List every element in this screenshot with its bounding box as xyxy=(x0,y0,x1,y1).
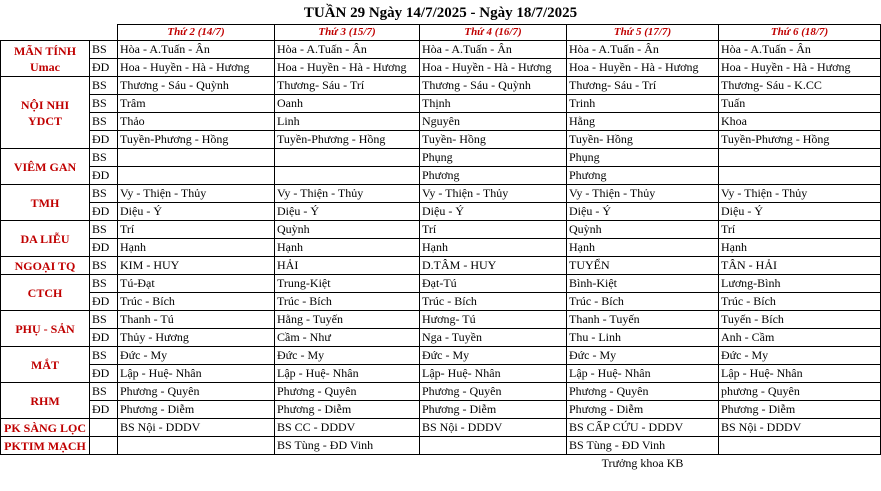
role-cell: BS xyxy=(90,257,118,275)
schedule-cell: Thương - Sáu - Quỳnh xyxy=(420,77,567,95)
schedule-cell: Hạnh xyxy=(118,239,275,257)
schedule-cell: Hương- Tú xyxy=(420,311,567,329)
page-title: TUẦN 29 Ngày 14/7/2025 - Ngày 18/7/2025 xyxy=(303,5,578,21)
schedule-cell: Lập - Huệ- Nhân xyxy=(719,365,881,383)
signature-label: Trưởng khoa KB xyxy=(601,456,684,470)
role-cell: BS xyxy=(90,275,118,293)
role-cell xyxy=(90,437,118,455)
table-row xyxy=(1,59,881,77)
schedule-cell: Thanh - Tú xyxy=(118,311,275,329)
schedule-cell: Thương- Sáu - K.CC xyxy=(719,77,881,95)
schedule-cell: BS Tùng - ĐD Vinh xyxy=(567,437,719,455)
schedule-cell: BS Tùng - ĐD Vinh xyxy=(275,437,420,455)
schedule-cell: Thịnh xyxy=(420,95,567,113)
schedule-cell: Lập - Huệ- Nhân xyxy=(275,365,420,383)
schedule-cell: Phương - Quyên xyxy=(118,383,275,401)
header-corner xyxy=(1,25,90,41)
schedule-cell: Phương - Diễm xyxy=(275,401,420,419)
table-row xyxy=(1,131,881,149)
header-row xyxy=(1,25,881,41)
schedule-cell: Lập - Huệ- Nhân xyxy=(567,365,719,383)
schedule-cell: Tuyền- Hồng xyxy=(420,131,567,149)
table-row xyxy=(1,275,881,293)
day-header-3: Thứ 4 (16/7) xyxy=(420,25,567,41)
day-header-5: Thứ 6 (18/7) xyxy=(719,25,881,41)
schedule-cell: Oanh xyxy=(275,95,420,113)
schedule-cell: Đức - My xyxy=(420,347,567,365)
schedule-cell: Hoa - Huyền - Hà - Hương xyxy=(275,59,420,77)
schedule-cell: Vy - Thiện - Thủy xyxy=(275,185,420,203)
schedule-cell: Thương- Sáu - Trí xyxy=(275,77,420,95)
schedule-cell: Đức - My xyxy=(275,347,420,365)
schedule-cell: Diệu - Ý xyxy=(567,203,719,221)
role-cell: ĐD xyxy=(90,59,118,77)
schedule-cell: Tuyền- Hồng xyxy=(567,131,719,149)
table-row xyxy=(1,185,881,203)
schedule-cell: Hoa - Huyền - Hà - Hương xyxy=(719,59,881,77)
department-name: NỘI NHI YDCT xyxy=(1,77,90,149)
schedule-cell: Linh xyxy=(275,113,420,131)
schedule-cell: Tuyến - Bích xyxy=(719,311,881,329)
table-row xyxy=(1,167,881,185)
schedule-cell xyxy=(275,149,420,167)
schedule-cell: Khoa xyxy=(719,113,881,131)
schedule-cell: Hòa - A.Tuấn - Ân xyxy=(719,41,881,59)
role-cell: BS xyxy=(90,221,118,239)
schedule-cell: Anh - Cầm xyxy=(719,329,881,347)
department-name: MẮT xyxy=(1,347,90,383)
schedule-cell: Bình-Kiệt xyxy=(567,275,719,293)
table-row xyxy=(1,221,881,239)
schedule-cell: BS Nội - DDDV xyxy=(420,419,567,437)
role-cell: BS xyxy=(90,95,118,113)
table-row xyxy=(1,347,881,365)
schedule-cell: Đạt-Tú xyxy=(420,275,567,293)
schedule-cell xyxy=(719,149,881,167)
department-name: PKTIM MẠCH xyxy=(1,437,90,455)
schedule-cell: Trúc - Bích xyxy=(420,293,567,311)
table-row xyxy=(1,329,881,347)
role-cell: ĐD xyxy=(90,365,118,383)
schedule-cell: Tuyền-Phương - Hồng xyxy=(118,131,275,149)
schedule-cell: Thu - Linh xyxy=(567,329,719,347)
schedule-cell: Trúc - Bích xyxy=(719,293,881,311)
schedule-cell: Thanh - Tuyến xyxy=(567,311,719,329)
role-cell: ĐD xyxy=(90,167,118,185)
role-cell: BS xyxy=(90,311,118,329)
schedule-cell: Trâm xyxy=(118,95,275,113)
table-row xyxy=(1,437,881,455)
schedule-cell: Lập- Huệ- Nhân xyxy=(420,365,567,383)
schedule-cell: Trinh xyxy=(567,95,719,113)
schedule-cell: Vy - Thiện - Thủy xyxy=(420,185,567,203)
schedule-cell: Trúc - Bích xyxy=(118,293,275,311)
schedule-cell: Vy - Thiện - Thủy xyxy=(118,185,275,203)
schedule-cell: Cầm - Như xyxy=(275,329,420,347)
table-row xyxy=(1,383,881,401)
schedule-cell: Diệu - Ý xyxy=(118,203,275,221)
table-row xyxy=(1,203,881,221)
schedule-cell: D.TÂM - HUY xyxy=(420,257,567,275)
schedule-cell: phương - Quyên xyxy=(719,383,881,401)
role-cell: BS xyxy=(90,347,118,365)
department-name: DA LIỄU xyxy=(1,221,90,257)
schedule-cell: Tuyền-Phương - Hồng xyxy=(719,131,881,149)
role-cell: BS xyxy=(90,113,118,131)
schedule-cell: Trí xyxy=(719,221,881,239)
schedule-cell: TUYỂN xyxy=(567,257,719,275)
table-row xyxy=(1,293,881,311)
schedule-cell: Phương - Diễm xyxy=(719,401,881,419)
schedule-cell xyxy=(719,437,881,455)
table-row xyxy=(1,77,881,95)
schedule-cell: Phương - Quyên xyxy=(420,383,567,401)
table-row xyxy=(1,401,881,419)
schedule-cell: Hạnh xyxy=(567,239,719,257)
schedule-cell: Tuyền-Phương - Hồng xyxy=(275,131,420,149)
schedule-cell: Diệu - Ý xyxy=(719,203,881,221)
schedule-cell: Tuấn xyxy=(719,95,881,113)
schedule-cell: Phương - Diễm xyxy=(118,401,275,419)
schedule-cell: Tú-Đạt xyxy=(118,275,275,293)
schedule-cell: Hòa - A.Tuấn - Ân xyxy=(118,41,275,59)
schedule-cell: TÂN - HẢI xyxy=(719,257,881,275)
schedule-cell: Đức - My xyxy=(118,347,275,365)
schedule-cell xyxy=(118,149,275,167)
schedule-cell: HẢI xyxy=(275,257,420,275)
schedule-cell: Thảo xyxy=(118,113,275,131)
schedule-cell: Đức - My xyxy=(719,347,881,365)
schedule-cell: BS CC - DDDV xyxy=(275,419,420,437)
department-name: PHỤ - SẢN xyxy=(1,311,90,347)
day-header-1: Thứ 2 (14/7) xyxy=(118,25,275,41)
department-name: NGOẠI TQ xyxy=(1,257,90,275)
schedule-cell: Hoa - Huyền - Hà - Hương xyxy=(567,59,719,77)
schedule-cell: Hằng - Tuyến xyxy=(275,311,420,329)
schedule-cell: Vy - Thiện - Thủy xyxy=(567,185,719,203)
schedule-cell: Diệu - Ý xyxy=(420,203,567,221)
table-row xyxy=(1,113,881,131)
schedule-cell: Thương - Sáu - Quỳnh xyxy=(118,77,275,95)
schedule-table xyxy=(0,24,881,472)
day-header-2: Thứ 3 (15/7) xyxy=(275,25,420,41)
role-cell: ĐD xyxy=(90,329,118,347)
role-cell xyxy=(90,419,118,437)
schedule-cell: Phương xyxy=(567,167,719,185)
role-cell: ĐD xyxy=(90,131,118,149)
schedule-cell: Phương - Quyên xyxy=(275,383,420,401)
role-cell: BS xyxy=(90,77,118,95)
table-row xyxy=(1,149,881,167)
schedule-cell: Trúc - Bích xyxy=(567,293,719,311)
schedule-cell: Nga - Tuyền xyxy=(420,329,567,347)
schedule-cell xyxy=(420,437,567,455)
schedule-cell: BS Nội - DDDV xyxy=(719,419,881,437)
role-cell: BS xyxy=(90,149,118,167)
department-name: TMH xyxy=(1,185,90,221)
schedule-cell: Trí xyxy=(118,221,275,239)
schedule-cell: Đức - My xyxy=(567,347,719,365)
schedule-cell: Phương - Diễm xyxy=(420,401,567,419)
signature-spacer xyxy=(1,455,567,473)
schedule-cell: Trúc - Bích xyxy=(275,293,420,311)
signature-spacer-end xyxy=(719,455,881,473)
schedule-cell: Hòa - A.Tuấn - Ân xyxy=(567,41,719,59)
schedule-cell: Phương xyxy=(420,167,567,185)
schedule-cell xyxy=(118,167,275,185)
role-cell: ĐD xyxy=(90,239,118,257)
role-cell: ĐD xyxy=(90,203,118,221)
schedule-cell: Phụng xyxy=(567,149,719,167)
schedule-cell: Phụng xyxy=(420,149,567,167)
table-row xyxy=(1,311,881,329)
department-name: CTCH xyxy=(1,275,90,311)
schedule-cell: Hòa - A.Tuấn - Ân xyxy=(420,41,567,59)
schedule-cell: Hòa - A.Tuấn - Ân xyxy=(275,41,420,59)
schedule-cell: Trung-Kiệt xyxy=(275,275,420,293)
table-row xyxy=(1,365,881,383)
department-name: RHM xyxy=(1,383,90,419)
schedule-cell: Nguyên xyxy=(420,113,567,131)
table-row xyxy=(1,239,881,257)
schedule-cell: Lương-Bình xyxy=(719,275,881,293)
day-header-4: Thứ 5 (17/7) xyxy=(567,25,719,41)
schedule-cell: Hạnh xyxy=(275,239,420,257)
schedule-cell: Quỳnh xyxy=(567,221,719,239)
schedule-cell: Hằng xyxy=(567,113,719,131)
schedule-cell: Hạnh xyxy=(420,239,567,257)
schedule-cell: Thủy - Hương xyxy=(118,329,275,347)
role-cell: BS xyxy=(90,41,118,59)
role-cell: BS xyxy=(90,383,118,401)
schedule-cell: BS CẤP CỨU - DDDV xyxy=(567,419,719,437)
role-cell: BS xyxy=(90,185,118,203)
schedule-cell xyxy=(118,437,275,455)
schedule-cell xyxy=(275,167,420,185)
department-name: VIÊM GAN xyxy=(1,149,90,185)
schedule-cell: Hoa - Huyền - Hà - Hương xyxy=(118,59,275,77)
schedule-cell: Phương - Diễm xyxy=(567,401,719,419)
schedule-cell: BS Nội - DDDV xyxy=(118,419,275,437)
department-name: PK SÀNG LỌC xyxy=(1,419,90,437)
schedule-cell xyxy=(719,167,881,185)
schedule-cell: Vy - Thiện - Thủy xyxy=(719,185,881,203)
schedule-cell: Phương - Quyên xyxy=(567,383,719,401)
schedule-cell: KIM - HUY xyxy=(118,257,275,275)
table-row xyxy=(1,41,881,59)
department-name: MÃN TÍNH Umac xyxy=(1,41,90,77)
schedule-cell: Hoa - Huyền - Hà - Hương xyxy=(420,59,567,77)
schedule-cell: Quỳnh xyxy=(275,221,420,239)
schedule-cell: Trí xyxy=(420,221,567,239)
schedule-cell: Diệu - Ý xyxy=(275,203,420,221)
table-row xyxy=(1,95,881,113)
schedule-cell: Thương- Sáu - Trí xyxy=(567,77,719,95)
header-corner-role xyxy=(90,25,118,41)
role-cell: ĐD xyxy=(90,401,118,419)
table-row xyxy=(1,419,881,437)
role-cell: ĐD xyxy=(90,293,118,311)
schedule-cell: Hạnh xyxy=(719,239,881,257)
table-row xyxy=(1,257,881,275)
schedule-cell: Lập - Huệ- Nhân xyxy=(118,365,275,383)
signature-row xyxy=(1,455,881,473)
